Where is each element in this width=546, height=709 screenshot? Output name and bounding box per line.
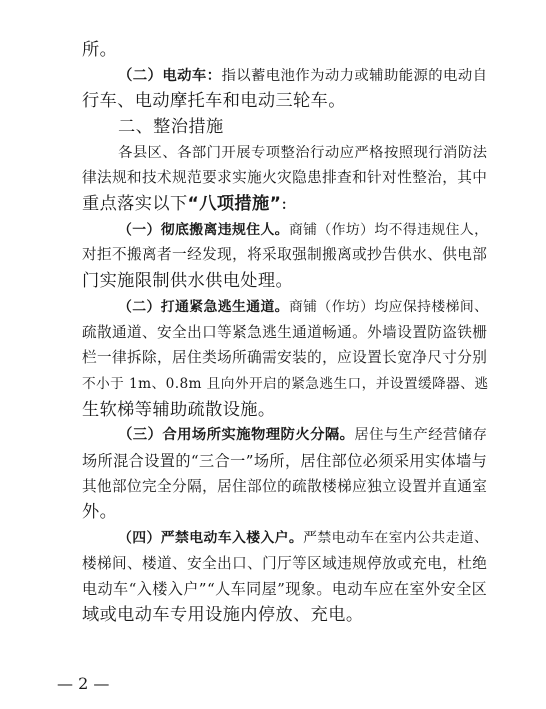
text-line: [82, 577, 487, 601]
text-run: 场所混合设置的“三合一”场所，居住部位必须采用实体墙与: [82, 451, 488, 470]
text-line: [118, 295, 488, 319]
bold-text-run: “八项措施”: [187, 194, 282, 215]
text-run: 所。: [82, 40, 118, 60]
text-run: 疏散通道、安全出口等紧急逃生通道畅通。外墙设置防盗铁栅: [82, 323, 488, 341]
text-line: [118, 218, 488, 242]
text-run: 门实施限制供水供电处理。: [82, 271, 294, 292]
text-run: 商铺（作坊）均不得违规住人，: [288, 221, 489, 238]
text-line: [82, 243, 487, 267]
text-run: 不小于 1m、0.8m 且向外开启的紧急逃生口，并设置缓降器、逃: [82, 375, 489, 392]
text-run: 对拒不搬离者一经发现，将采取强制搬离或抄告供水、供电部: [82, 246, 488, 264]
text-line: [118, 64, 487, 88]
text-line: [118, 526, 488, 550]
text-line: [118, 141, 487, 165]
bold-text-run: （二）电动车：: [118, 67, 222, 84]
bold-text-run: （二）打通紧急逃生通道。: [118, 298, 289, 315]
text-line: [82, 321, 487, 345]
text-run: :: [281, 194, 288, 215]
bold-text-run: （一）彻底搬离违规住人。: [118, 221, 289, 238]
text-line: [82, 372, 488, 396]
text-run: 严禁电动车在室内公共走道、: [303, 529, 489, 546]
bold-text-run: （四）严禁电动车入楼入户。: [118, 529, 304, 546]
text-line: [118, 115, 224, 139]
text-run: 生软梯等辅助疏散设施。: [82, 399, 276, 420]
text-line: [118, 423, 487, 447]
text-line: [82, 269, 293, 293]
text-run: 栏一律拆除，居住类场所确需安装的，应设置长宽净尺寸分别: [82, 349, 488, 367]
text-run: 域或电动车专用设施内停放、充电。: [82, 605, 364, 625]
text-run: 外。: [82, 502, 118, 523]
text-line: [82, 475, 487, 499]
text-line: [82, 346, 487, 370]
text-line: [82, 603, 363, 627]
page-number: — 2 —: [57, 674, 110, 693]
text-run: 二、整治措施: [118, 117, 224, 138]
text-run: 行车、电动摩托车和电动三轮车。: [82, 91, 346, 112]
text-run: 重点落实以下: [82, 194, 188, 215]
text-line: [82, 552, 487, 576]
text-line: [82, 192, 287, 216]
text-run: 律法规和技术规范要求实施火灾隐患排查和针对性整治，其中: [82, 169, 488, 187]
text-line: [82, 449, 487, 473]
text-run: 其他部位完全分隔，居住部位的疏散楼梯应独立设置并直通室: [82, 477, 488, 495]
text-line: [82, 398, 275, 422]
text-run: 商铺（作坊）均应保持楼梯间、: [288, 298, 489, 315]
text-run: 指以蓄电池作为动力或辅助能源的电动自: [221, 67, 488, 84]
text-line: [82, 89, 346, 113]
text-line: [82, 500, 117, 524]
text-run: 电动车“入楼入户”“人车同屋”现象。电动车应在室外安全区: [82, 580, 488, 599]
text-run: 居住与生产经营储存: [354, 427, 488, 444]
text-run: 楼梯间、楼道、安全出口、门厅等区域违规停放或充电，杜绝: [82, 554, 488, 572]
text-line: [82, 38, 117, 62]
text-line: [82, 166, 487, 190]
text-run: 各县区、各部门开展专项整治行动应严格按照现行消防法: [118, 144, 488, 161]
bold-text-run: （三）合用场所实施物理防火分隔。: [118, 427, 355, 444]
